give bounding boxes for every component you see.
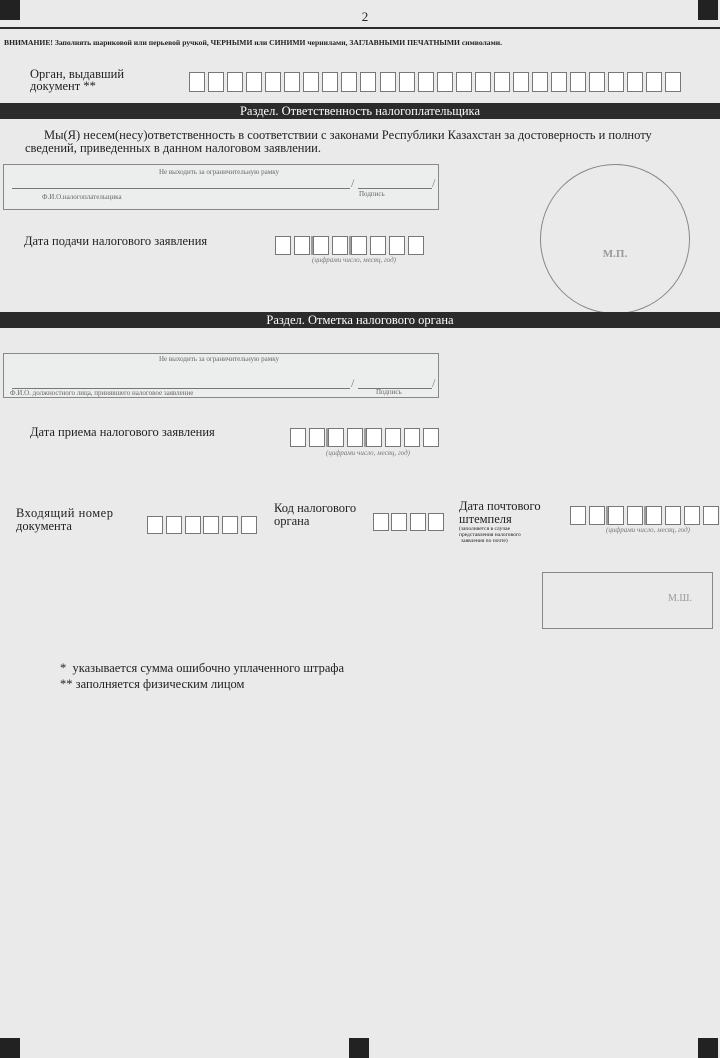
official-fio-label: Ф.И.О. должностного лица, принявшего налоговое заявление xyxy=(10,389,194,397)
input-cell[interactable] xyxy=(423,428,439,447)
input-cell[interactable] xyxy=(166,516,182,534)
input-cell[interactable] xyxy=(322,72,338,92)
input-cell[interactable] xyxy=(385,428,401,447)
boundary-note: Не выходить за ограничительную рамку xyxy=(158,168,280,176)
signature-label: Подпись xyxy=(359,190,385,198)
page-number: 2 xyxy=(361,9,369,24)
fio-line xyxy=(12,376,350,389)
input-cell[interactable] xyxy=(475,72,491,92)
tax-authority-code-label-line1: Код налогового xyxy=(274,501,357,515)
input-cell[interactable] xyxy=(208,72,224,92)
input-cell[interactable] xyxy=(570,72,586,92)
input-cell[interactable] xyxy=(608,72,624,92)
postmark-date-label-line2: штемпеля xyxy=(459,512,512,526)
input-cell[interactable] xyxy=(399,72,415,92)
fio-line xyxy=(12,176,350,189)
input-cell[interactable] xyxy=(437,72,453,92)
input-cell[interactable] xyxy=(222,516,238,534)
input-cell[interactable] xyxy=(275,236,291,255)
submission-date-hint: (цифрами число, месяц, год) xyxy=(312,256,396,264)
header-rule xyxy=(0,27,720,29)
input-cell[interactable] xyxy=(410,513,426,531)
signature-line xyxy=(358,176,432,189)
input-cell[interactable] xyxy=(290,428,306,447)
input-cell[interactable] xyxy=(404,428,420,447)
section-title-responsibility: Раздел. Ответственность налогоплательщика xyxy=(0,103,720,119)
input-cell[interactable] xyxy=(391,513,407,531)
input-cell[interactable] xyxy=(418,72,434,92)
input-cell[interactable] xyxy=(551,72,567,92)
input-cell[interactable] xyxy=(332,236,348,255)
tax-authority-code-label-line2: органа xyxy=(274,514,310,528)
acceptance-date-label: Дата приема налогового заявления xyxy=(30,425,215,439)
submission-date-label: Дата подачи налогового заявления xyxy=(24,234,208,248)
postmark-date-label-line1: Дата почтового xyxy=(459,499,541,513)
input-cell[interactable] xyxy=(265,72,281,92)
input-cell[interactable] xyxy=(309,428,325,447)
issuer-label-line1: Орган, выдавший xyxy=(30,67,125,81)
responsibility-statement-line1: Мы(Я) несем(несу)ответственность в соответствии с законами Республики Казахстан за достоверность и полноту xyxy=(44,128,652,142)
corner-marker-top-right xyxy=(698,0,718,20)
input-cell[interactable] xyxy=(494,72,510,92)
input-cell[interactable] xyxy=(313,236,329,255)
input-cell[interactable] xyxy=(408,236,424,255)
incoming-number-label-line1: Входящий номер xyxy=(16,506,114,520)
input-cell[interactable] xyxy=(246,72,262,92)
input-cell[interactable] xyxy=(241,516,257,534)
input-cell[interactable] xyxy=(570,506,586,525)
taxpayer-signature-box[interactable] xyxy=(3,164,439,210)
fio-label: Ф.И.О.налогоплательщика xyxy=(42,193,122,201)
input-cell[interactable] xyxy=(370,236,386,255)
input-cell[interactable] xyxy=(665,506,681,525)
input-cell[interactable] xyxy=(351,236,367,255)
postmark-date-hint: (цифрами число, месяц, год) xyxy=(606,526,690,534)
input-cell[interactable] xyxy=(627,72,643,92)
input-cell[interactable] xyxy=(341,72,357,92)
input-cell[interactable] xyxy=(428,513,444,531)
stamp-label: М.П. xyxy=(602,248,628,260)
input-cell[interactable] xyxy=(203,516,219,534)
input-cell[interactable] xyxy=(589,72,605,92)
input-cell[interactable] xyxy=(360,72,376,92)
input-cell[interactable] xyxy=(373,513,389,531)
postmark-note-line2: представления налогового xyxy=(459,532,521,538)
issuer-label-line2: документ ** xyxy=(30,79,96,93)
input-cell[interactable] xyxy=(646,72,662,92)
input-cell[interactable] xyxy=(366,428,382,447)
input-cell[interactable] xyxy=(189,72,205,92)
incoming-number-label-line2: документа xyxy=(16,519,72,533)
input-cell[interactable] xyxy=(328,428,344,447)
input-cell[interactable] xyxy=(589,506,605,525)
warning-text: ВНИМАНИЕ! Заполнять шариковой или перьевой ручкой, ЧЕРНЫМИ или СИНИМИ чернилами, ЗАГЛАВНЫМИ ПЕЧАТНЫМИ символами. xyxy=(4,38,503,47)
input-cell[interactable] xyxy=(703,506,719,525)
tax-authority-stamp-label: М.Ш. xyxy=(668,593,692,604)
input-cell[interactable] xyxy=(227,72,243,92)
responsibility-statement-line2: сведений, приведенных в данном налоговом заявлении. xyxy=(25,141,321,155)
footnote-1: * указывается сумма ошибочно уплаченного штрафа xyxy=(60,661,345,675)
corner-marker-bottom-left xyxy=(0,1038,20,1058)
input-cell[interactable] xyxy=(347,428,363,447)
input-cell[interactable] xyxy=(294,236,310,255)
input-cell[interactable] xyxy=(380,72,396,92)
input-cell[interactable] xyxy=(303,72,319,92)
input-cell[interactable] xyxy=(627,506,643,525)
divider-slash: / xyxy=(351,376,355,390)
corner-marker-bottom-right xyxy=(698,1038,718,1058)
footnote-2: ** заполняется физическим лицом xyxy=(60,677,245,691)
input-cell[interactable] xyxy=(185,516,201,534)
corner-marker-top-left xyxy=(0,0,20,20)
input-cell[interactable] xyxy=(665,72,681,92)
acceptance-date-hint: (цифрами число, месяц, год) xyxy=(326,449,410,457)
postmark-note-line1: (заполняется в случае xyxy=(459,526,511,532)
input-cell[interactable] xyxy=(513,72,529,92)
signature-label: Подпись xyxy=(376,388,402,396)
input-cell[interactable] xyxy=(284,72,300,92)
input-cell[interactable] xyxy=(389,236,405,255)
input-cell[interactable] xyxy=(646,506,662,525)
postmark-note-line3: заявления по почте) xyxy=(461,538,508,544)
input-cell[interactable] xyxy=(456,72,472,92)
input-cell[interactable] xyxy=(147,516,163,534)
divider-slash: / xyxy=(432,176,436,190)
input-cell[interactable] xyxy=(684,506,700,525)
input-cell[interactable] xyxy=(608,506,624,525)
stamp-circle xyxy=(540,164,690,314)
input-cell[interactable] xyxy=(532,72,548,92)
boundary-note: Не выходить за ограничительную рамку xyxy=(158,355,280,363)
official-signature-box[interactable] xyxy=(3,353,439,398)
corner-marker-bottom-center xyxy=(349,1038,369,1058)
section-title-tax-authority: Раздел. Отметка налогового органа xyxy=(0,312,720,328)
divider-slash: / xyxy=(432,376,436,390)
divider-slash: / xyxy=(351,176,355,190)
